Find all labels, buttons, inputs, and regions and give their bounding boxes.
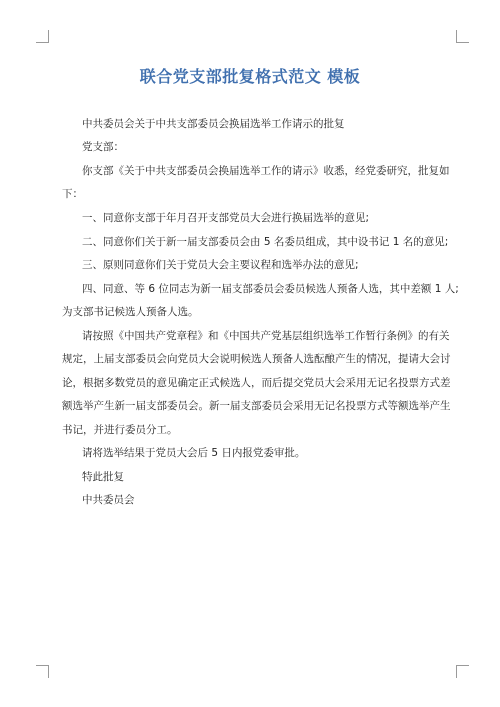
item-1: 一、同意你支部于年月召开支部党员大会进行换届选举的意见; [82,212,370,224]
paragraph-3: 请将选举结果于党员大会后 5 日内报党委审批。 [82,447,306,459]
paragraph-2-line-3: 论，根据多数党员的意见确定正式候选人，而后提交党员大会采用无记名投票方式差 [62,377,451,389]
paragraph-1-line-2: 下： [62,188,83,200]
document-title: 联合党支部批复格式范文 模板 [139,67,361,86]
crop-mark-top-left [36,30,49,43]
crop-mark-bottom-left [36,665,49,678]
subject-line: 中共委员会关于中共支部委员会换届选举工作请示的批复 [82,118,345,130]
paragraph-2-line-1: 请按照《中国共产党章程》和《中国共产党基层组织选举工作暂行条例》的有关 [82,330,450,342]
item-3: 三、原则同意你们关于党员大会主要议程和选举办法的意见; [82,259,359,271]
salutation: 党支部： [82,141,124,153]
paragraph-2-line-4: 额选举产生新一届支部委员会。新一届支部委员会采用无记名投票方式等额选举产生 [62,400,451,412]
crop-mark-bottom-right [456,665,469,678]
crop-mark-top-right [456,30,469,43]
item-4-line-1: 四、同意、等 6 位同志为新一届支部委员会委员候选人预备人选，其中差额 1 人; [82,283,459,295]
paragraph-1-line-1: 你支部《关于中共支部委员会换届选举工作的请示》收悉，经党委研究，批复如 [82,165,450,177]
item-4-line-2: 为支部书记候选人预备人选。 [62,306,199,318]
signature: 中共委员会 [82,494,135,506]
paragraph-2-line-5: 书记，并进行委员分工。 [62,424,178,436]
paragraph-2-line-2: 规定，上届支部委员会向党员大会说明候选人预备人选酝酿产生的情况，提请大会讨 [62,353,451,365]
closing-line: 特此批复 [82,471,124,483]
item-2: 二、同意你们关于新一届支部委员会由 5 名委员组成，其中设书记 1 名的意见; [82,236,449,248]
